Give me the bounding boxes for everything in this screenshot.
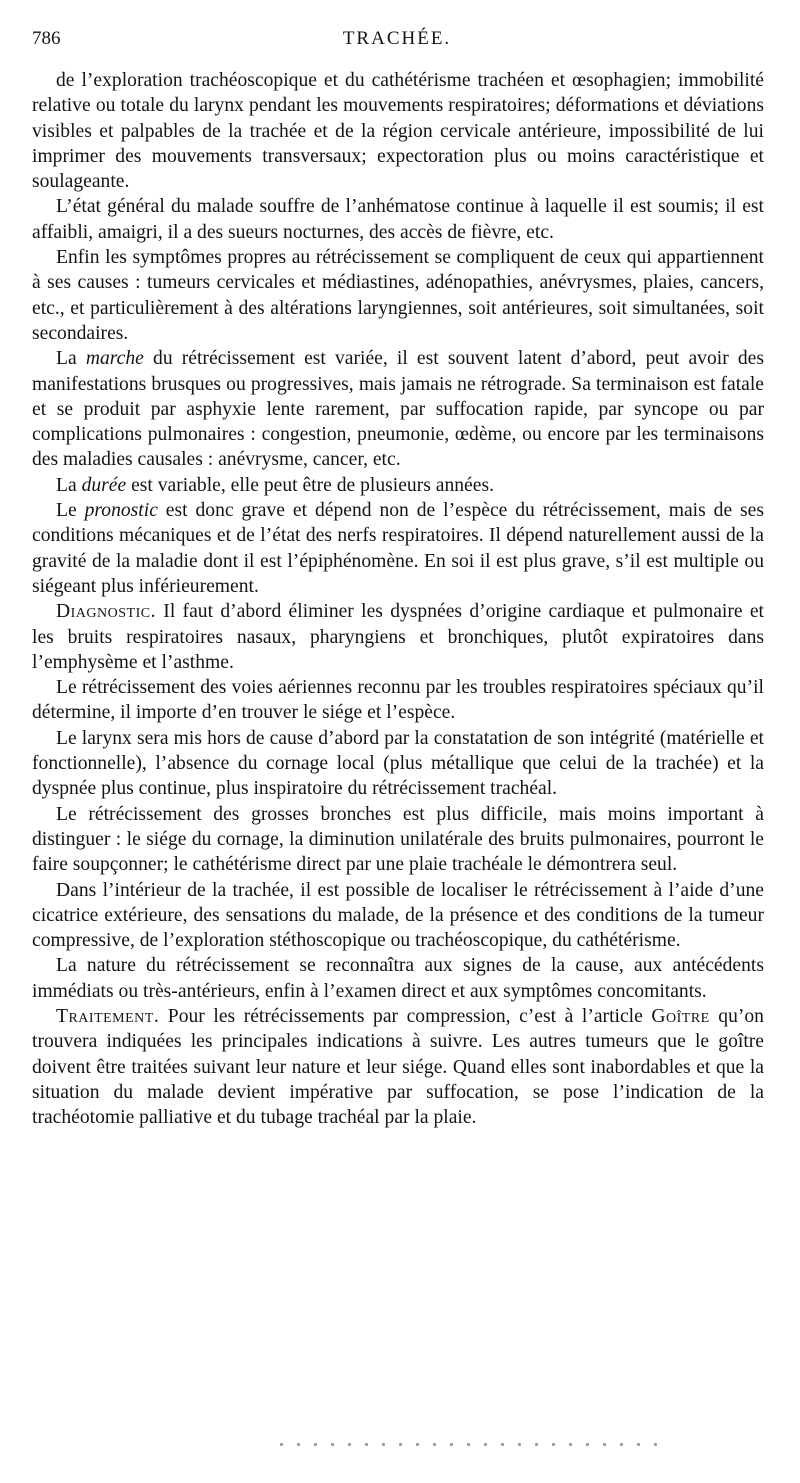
paragraph [32, 68, 764, 194]
paragraph [32, 194, 764, 245]
text-run: La [56, 348, 86, 370]
text-run: Pour les rétrécissements par compression, c’est à l’article [159, 1005, 652, 1027]
text-run: L’état général du malade souffre de l’anhématose continue à laquelle il est soumis; il est affaibli, amaigri, il a des sueurs nocturnes, des accès de fièvre, etc. [32, 196, 764, 243]
paragraph [32, 599, 764, 675]
paragraph [32, 675, 764, 726]
paragraph [32, 498, 764, 599]
text-run: Le rétrécissement des grosses bronches est plus difficile, mais moins important à distinguer : le siége du cornage, la diminution unilatérale des bruits pulmonaires, pourront le faire soupçonner; le cathétérisme direct par une plaie trachéale le démontrera seul. [32, 803, 764, 876]
text-run: Le [56, 500, 85, 522]
text-run: La nature du rétrécissement se reconnaîtra aux signes de la cause, aux antécédents immédiats ou très-antérieurs, enfin à l’examen direct et aux symptômes concomitants. [32, 955, 764, 1002]
paragraph [32, 726, 764, 802]
section-heading: Diagnostic. [56, 601, 156, 623]
text-run: Il faut d’abord éliminer les dyspnées d’origine cardiaque et pulmonaire et les bruits respiratoires nasaux, pharyngiens et bronchiques, plutôt expiratoires dans l’emphysème et l’asthme. [32, 601, 764, 673]
paragraph [32, 802, 764, 878]
italic-term: marche [85, 348, 144, 370]
page-header [32, 28, 762, 58]
paragraph [32, 245, 764, 346]
text-run: Enfin les symptômes propres au rétrécissement se compliquent de ceux qui appartiennent à ses causes : tumeurs cervicales et médiastines, adénopathies, anévrysmes, plaies, cancers, etc., et particulièrement à des altérations laryngiennes, soit antérieures, soit simultanées, soit secondaires. [32, 247, 764, 344]
paragraph [32, 346, 764, 472]
paragraph [32, 878, 764, 954]
bleed-through-marks [280, 1440, 730, 1448]
text-run: du rétrécissement est variée, il est souvent latent d’abord, peut avoir des manifestations brusques ou progressives, mais jamais ne rétrograde. Sa terminaison est fatale et se produit par asphyxie lente rarement, par suffocation rapide, par syncope ou par complications pulmonaires : congestion, pneumonie, œdème, ou encore par les terminaisons des maladies causales : anévrysme, cancer, etc. [32, 348, 764, 471]
running-title: TRACHÉE. [342, 28, 452, 49]
section-heading: Goître [651, 1005, 710, 1027]
page-number: 786 [32, 28, 61, 49]
text-run: de l’exploration trachéoscopique et du cathétérisme trachéen et œsophagien; immobilité relative ou totale du larynx pendant les mouvements respiratoires; déformations et déviations visibles et palpables de la trachée et de la région cervicale antérieure, impossibilité de lui imprimer des mouvements transversaux; expectoration plus ou moins caractéristique et soulageante. [32, 70, 764, 193]
paragraph [32, 473, 764, 498]
italic-term: pronostic [84, 500, 158, 522]
text-run: est donc grave et dépend non de l’espèce du rétrécissement, mais de ses conditions mécaniques et de l’état des nerfs respiratoires. Il dépend naturellement aussi de la gravité de la maladie dont il est l’épiphénomène. En soi il est plus grave, s’il est multiple ou siégeant plus inférieurement. [32, 500, 764, 597]
text-run: Le rétrécissement des voies aériennes reconnu par les troubles respiratoires spéciaux qu’il détermine, il importe d’en trouver le siége et l’espèce. [32, 677, 764, 724]
paragraph [32, 1004, 764, 1130]
text-run: qu’on trouvera indiquées les principales indications à suivre. Les autres tumeurs que le goître doivent être traitées suivant leur nature et leur siége. Quand elles sont inabordables et que la situation du malade devient impérative par suffocation, se pose l’indication de la trachéotomie palliative et du tubage trachéal par la plaie. [32, 1005, 764, 1129]
paragraph [32, 953, 764, 1004]
text-run: Le larynx sera mis hors de cause d’abord par la constatation de son intégrité (matérielle et fonctionnelle), l’absence du cornage local (plus métallique que celui de la trachée) et la dyspnée plus continue, plus inspiratoire du rétrécissement trachéal. [32, 727, 764, 800]
text-run: Dans l’intérieur de la trachée, il est possible de localiser le rétrécissement à l’aide d’une cicatrice extérieure, des sensations du malade, de la présence et des conditions de la tumeur compressive, de l’exploration stéthoscopique ou trachéoscopique, du cathétérisme. [32, 879, 764, 952]
text-run: est variable, elle peut être de plusieurs années. [126, 474, 494, 496]
body-text [32, 68, 764, 1130]
italic-term: durée [81, 474, 127, 496]
text-run: La [56, 474, 82, 496]
section-heading: Traitement. [56, 1005, 160, 1027]
